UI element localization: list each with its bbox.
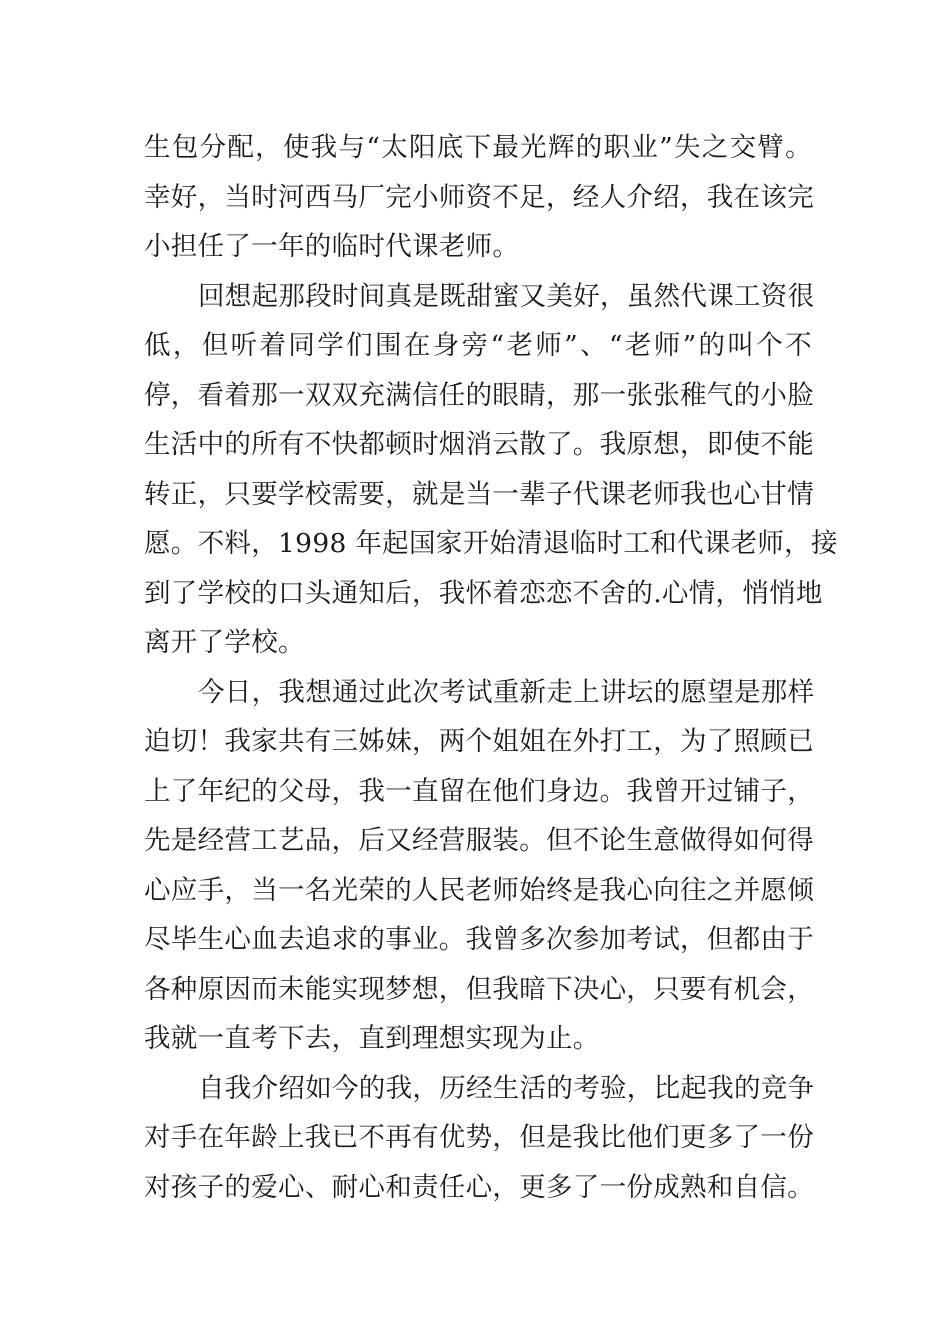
text-line: 到了学校的口头通知后，我怀着恋恋不舍的.心情，悄悄地 <box>144 577 823 609</box>
text-line: 愿。不料，1998 年起国家开始清退临时工和代课老师，接 <box>144 528 838 559</box>
text-line: 幸好，当时河西马厂完小师资不足，经人介绍，我在该完 <box>144 181 814 213</box>
text-line: 我就一直考下去，直到理想实现为止。 <box>144 1023 600 1054</box>
paragraph-4 <box>144 1064 815 1213</box>
text-line: 小担任了一年的临时代课老师。 <box>144 231 520 262</box>
text-line: 今日，我想通过此次考试重新走上讲坛的愿望是那样 <box>198 676 815 708</box>
text-line: 低，但听着同学们围在身旁“老师”、“老师”的叫个不 <box>144 330 812 361</box>
text-line: 生活中的所有不快都顿时烟消云散了。我原想，即使不能 <box>144 429 814 460</box>
text-line: 尽毕生心血去追求的事业。我曾多次参加考试，但都由于 <box>144 924 814 955</box>
text-line: 迫切！我家共有三姊妹，两个姐姐在外打工，为了照顾已 <box>144 726 814 757</box>
text-line: 上了年纪的父母，我一直留在他们身边。我曾开过铺子， <box>144 775 814 807</box>
text-line: 各种原因而未能实现梦想，但我暗下决心，只要有机会， <box>144 973 814 1005</box>
text-line: 离开了学校。 <box>144 627 305 658</box>
text-line: 先是经营工艺品，后又经营服装。但不论生意做得如何得 <box>144 825 814 856</box>
text-line: 心应手，当一名光荣的人民老师始终是我心向往之并愿倾 <box>144 874 814 906</box>
paragraph-2 <box>144 272 838 668</box>
document-body <box>144 123 838 1212</box>
paragraph-1 <box>144 123 812 272</box>
text-line: 自我介绍如今的我，历经生活的考验，比起我的竞争 <box>198 1072 815 1104</box>
paragraph-3 <box>144 668 815 1064</box>
text-line: 回想起那段时间真是既甜蜜又美好，虽然代课工资很 <box>198 280 815 312</box>
text-line: 对孩子的爱心、耐心和责任心，更多了一份成熟和自信。 <box>144 1171 814 1203</box>
text-line: 转正，只要学校需要，就是当一辈子代课老师我也心甘情 <box>144 478 814 510</box>
text-line: 停，看着那一双双充满信任的眼睛，那一张张稚气的小脸 <box>144 379 814 411</box>
text-line: 对手在年龄上我已不再有优势，但是我比他们更多了一份 <box>144 1122 814 1153</box>
text-line: 生包分配，使我与“太阳底下最光辉的职业”失之交臂。 <box>144 132 812 163</box>
